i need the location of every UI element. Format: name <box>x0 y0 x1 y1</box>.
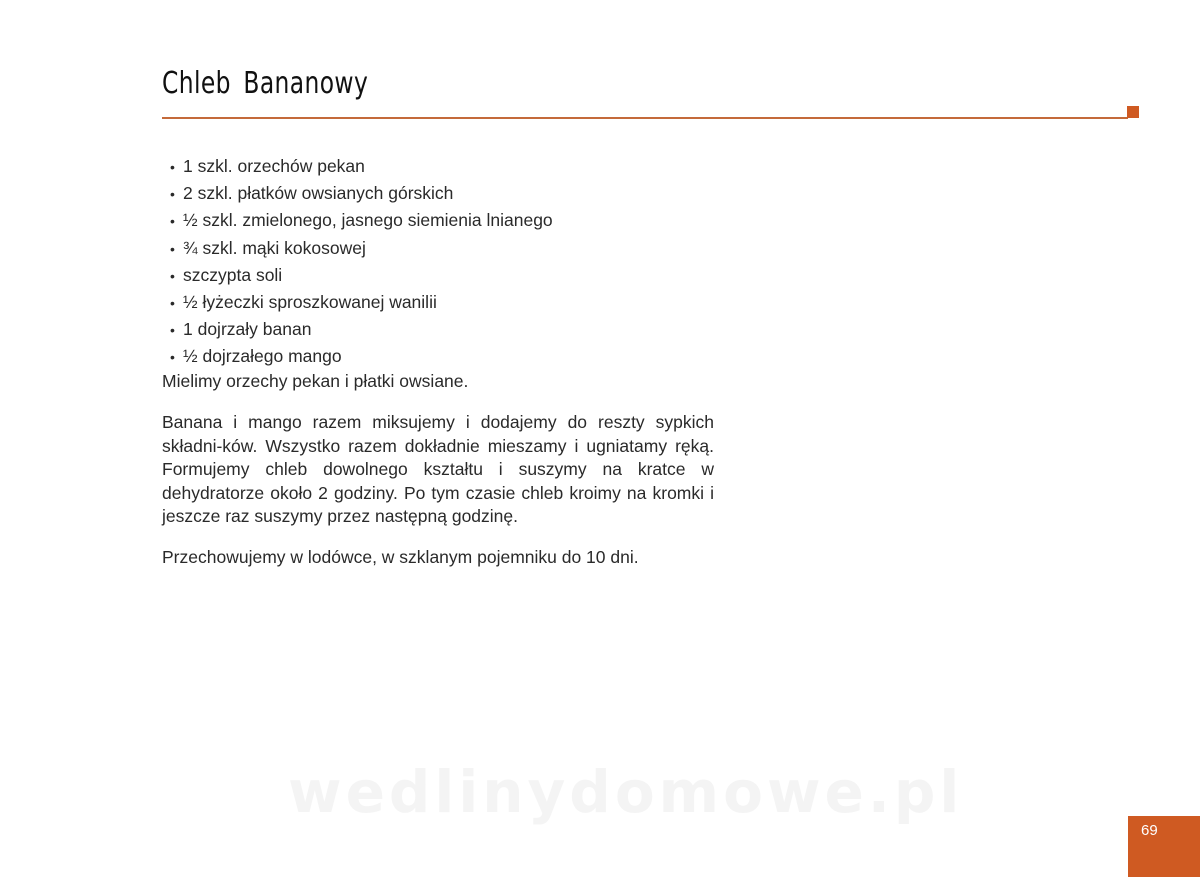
ingredient-text: 1 szkl. orzechów pekan <box>183 156 365 176</box>
ingredient-item <box>170 180 553 207</box>
bullet-icon: • <box>170 159 175 175</box>
page-number: 69 <box>1141 822 1158 839</box>
watermark-text: wedlinydomowe.pl <box>288 758 964 826</box>
bullet-icon: • <box>170 295 175 312</box>
bullet-icon: • <box>170 240 175 257</box>
ingredient-item <box>170 153 553 180</box>
page-title: Chleb Bananowy <box>162 66 369 101</box>
bullet-icon: • <box>170 213 175 230</box>
rule-end-square <box>1127 106 1139 118</box>
bullet-icon: • <box>170 322 175 339</box>
instruction-paragraph-1: Mielimy orzechy pekan i płatki owsiane. <box>162 371 469 391</box>
ingredient-text: ½ dojrzałego mango <box>183 346 342 367</box>
instruction-paragraph-2: Banana i mango razem miksujemy i dodajemy do reszty sypkich składni-ków. Wszystko razem dokładnie mieszamy i ugniatamy ręką. Formujemy chleb dowolnego kształtu i suszymy na kratce w dehydratorze około 2 godziny. Po tym czasie chleb kroimy na kromki i jeszcze raz suszymy przez następną godzinę. <box>162 412 714 527</box>
bullet-icon: • <box>170 267 175 284</box>
ingredient-item <box>170 343 553 370</box>
bullet-icon: • <box>170 349 175 366</box>
title-underline <box>162 117 1128 119</box>
ingredient-item <box>170 316 553 343</box>
ingredient-text: 2 szkl. płatków owsianych górskich <box>183 183 454 204</box>
ingredient-text: ½ szkl. zmielonego, jasnego siemienia lnianego <box>183 210 553 231</box>
storage-paragraph: Przechowujemy w lodówce, w szklanym pojemniku do 10 dni. <box>162 547 639 567</box>
ingredient-item <box>170 235 553 262</box>
ingredient-text: ¾ szkl. mąki kokosowej <box>183 237 366 258</box>
page-number-box <box>1128 816 1200 877</box>
ingredient-text: ½ łyżeczki sproszkowanej wanilii <box>183 292 437 313</box>
ingredient-item <box>170 262 553 289</box>
bullet-icon: • <box>170 186 175 203</box>
ingredient-item <box>170 289 553 316</box>
ingredient-text: 1 dojrzały banan <box>183 319 312 340</box>
ingredient-text: szczypta soli <box>183 264 283 285</box>
ingredient-item <box>170 207 553 234</box>
ingredient-list <box>170 153 553 371</box>
